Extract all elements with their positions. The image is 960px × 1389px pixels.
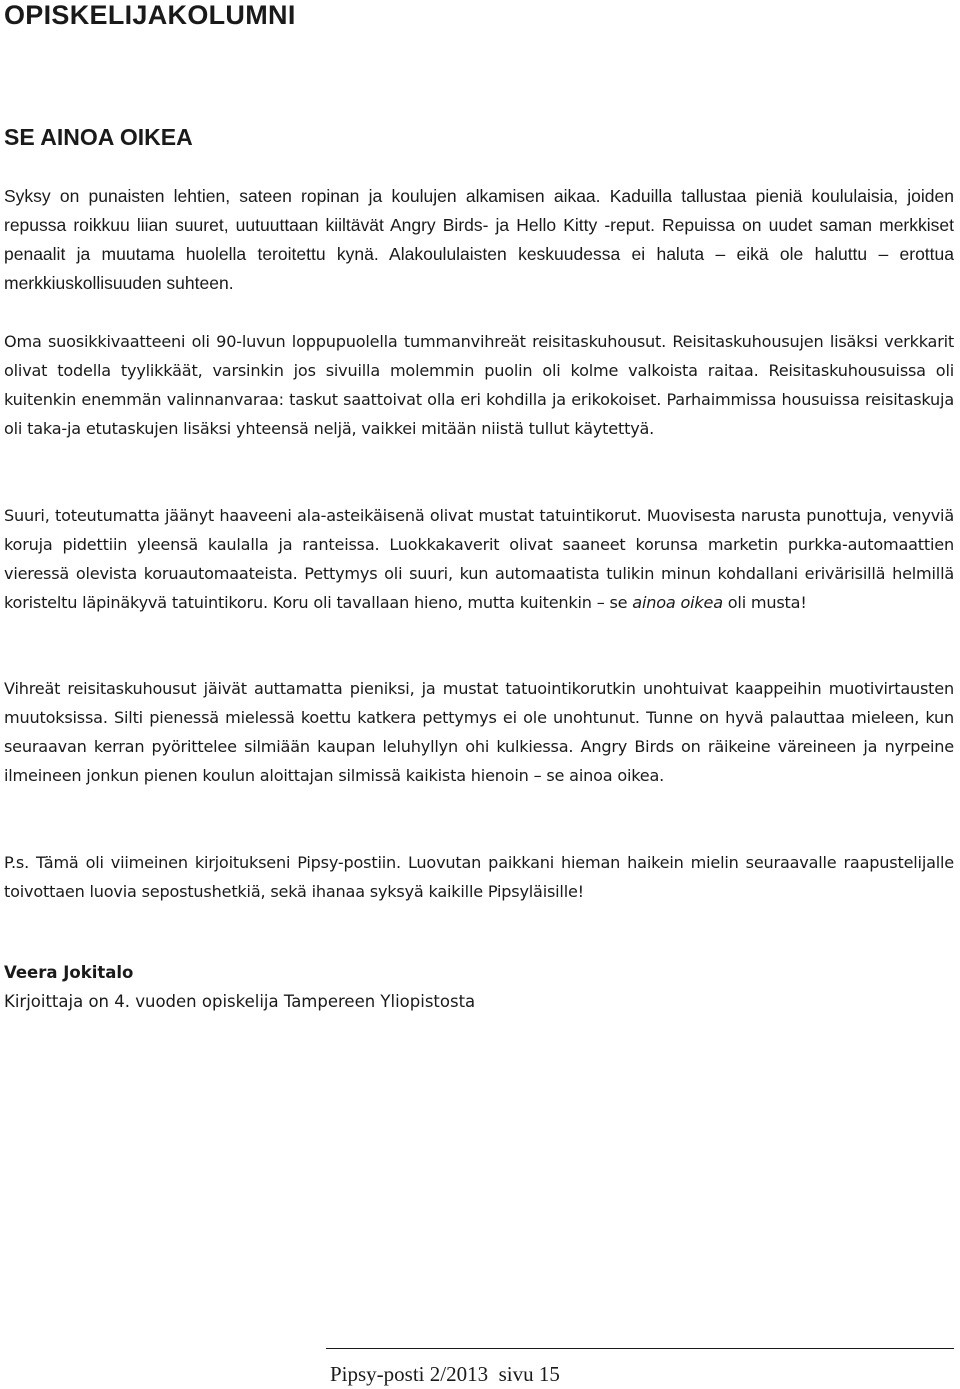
- author-description: Kirjoittaja on 4. vuoden opiskelija Tampereen Yliopistosta: [4, 992, 476, 1011]
- paragraph-2: Oma suosikkivaatteeni oli 90-luvun loppupuolella tummanvihreät reisitaskuhousut. Reisitaskuhousujen lisäksi verkkarit olivat todella tyylikkäät, varsinkin jos sivuilla molemmin puolin oli kolme valkoista raitaa. Reisitaskuhousuissa oli kuitenkin enemmän valinnanvaraa: taskut saattoivat olla eri kohdilla ja erikokoiset. Parhaimmissa housuissa reisitaskuja oli taka-ja etutaskujen lisäksi yhteensä neljä, vaikkei mitään niistä tullut käytettyä.: [4, 332, 954, 438]
- paragraph-1: Syksy on punaisten lehtien, sateen ropinan ja koulujen alkamisen aikaa. Kaduilla tallustaa pieniä koululaisia, joiden repussa roikkuu liian suuret, uutuuttaan kiiltävät Angry Birds- ja Hello Kitty -reput. Repuissa on uudet saman merkkiset penaalit ja muutama huolella teroitettu kynä. Alakoululaisten keskuudessa ei haluta – eikä ole haluttu – erottua merkkiuskollisuuden suhteen.: [4, 186, 954, 293]
- footer-page-info: Pipsy-posti 2/2013 sivu 15: [330, 1362, 560, 1386]
- footer-divider: [326, 1348, 954, 1349]
- author-name: Veera Jokitalo: [4, 963, 134, 982]
- paragraph-5: P.s. Tämä oli viimeinen kirjoitukseni Pipsy-postiin. Luovutan paikkani hieman haikein mielin seuraavalle raapustelijalle toivottaen luovia sepostushetkiä, sekä ihanaa syksyä kaikille Pipsyläisille!: [4, 853, 954, 901]
- article-title: SE AINOA OIKEA: [4, 124, 193, 150]
- paragraph-3-text-end: oli musta!: [722, 593, 807, 612]
- paragraph-3-text-start: Suuri, toteutumatta jäänyt haaveeni ala-asteikäisenä olivat mustat tatuintikorut. Muovisesta narusta punottuja, venyviä koruja pidettiin yleensä kaulalla ja ranteissa. Luokkakaverit olivat saaneet korunsa marketin purkka-automaattien vieressä olevista koruautomaateista. Pettymys oli suuri, kun automaatista tulikin minun kohdallani erivärisillä helmillä koristeltu läpinäkyvä tatuintikoru. Koru oli tavallaan hieno, mutta kuitenkin – se: [4, 506, 954, 612]
- paragraph-4: Vihreät reisitaskuhousut jäivät auttamatta pieniksi, ja mustat tatuointikorutkin unohtuivat kaappeihin muotivirtausten muutoksissa. Silti pienessä mielessä koettu katkera pettymys ei ole unohtunut. Tunne on hyvä palauttaa mieleen, kun seuraavan kerran pyörittelee silmiään kaupan leluhyllyn ohi kulkiessa. Angry Birds on räikeine väreineen ja nyrpeine ilmeineen jonkun pienen koulun aloittajan silmissä kaikista hienoin – se ainoa oikea.: [4, 679, 954, 785]
- column-title: OPISKELIJAKOLUMNI: [4, 0, 296, 30]
- paragraph-3: [4, 501, 954, 617]
- paragraph-3-emphasis: ainoa oikea: [632, 593, 723, 612]
- author-signature: [4, 958, 475, 1016]
